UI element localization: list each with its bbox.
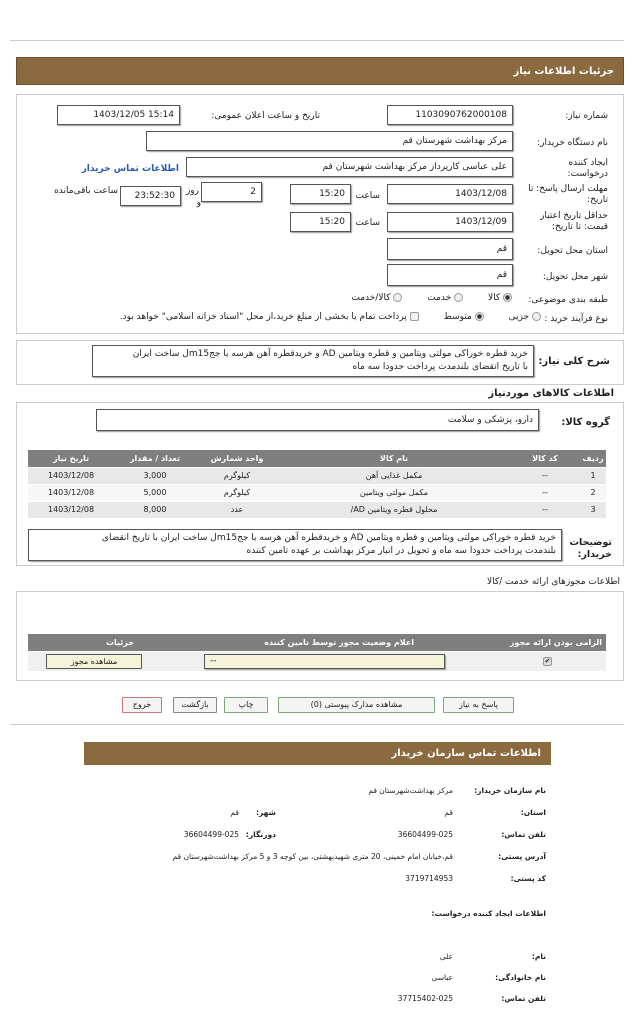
cell-unit: کیلوگرم bbox=[196, 467, 278, 484]
process-minor-label: جزیی bbox=[508, 312, 530, 322]
and-label: و bbox=[196, 198, 201, 208]
announce-label: تاریخ و ساعت اعلان عمومی: bbox=[211, 111, 320, 121]
creator-last-name-value: عباسی bbox=[431, 973, 453, 982]
creator-first-name-label: نام: bbox=[531, 952, 546, 961]
category-options bbox=[351, 293, 512, 303]
payment-note: پرداخت تمام یا بخشی از مبلغ خرید،از محل "اسناد خزانه اسلامی" خواهد بود. bbox=[119, 312, 407, 322]
creator-phone-label: تلفن تماس: bbox=[501, 994, 546, 1003]
cell-qty: 3,000 bbox=[114, 467, 196, 484]
cell-date: 1403/12/08 bbox=[28, 501, 114, 518]
buyer-contact-link[interactable]: اطلاعات تماس خریدار bbox=[81, 164, 179, 174]
print-button[interactable]: چاپ bbox=[224, 697, 268, 713]
cell-name: محلول قطره ویتامین AD/ bbox=[278, 501, 510, 518]
summary-label: شرح کلی نیاز: bbox=[538, 356, 610, 367]
cell-row: 3 bbox=[580, 501, 606, 518]
contact-city-label: شهر: bbox=[256, 808, 276, 817]
cell-unit: کیلوگرم bbox=[196, 484, 278, 501]
province-field: قم bbox=[387, 238, 513, 260]
category-label: طبقه بندی موضوعی: bbox=[528, 295, 608, 305]
cell-code: -- bbox=[510, 501, 580, 518]
process-medium-radio[interactable] bbox=[475, 312, 484, 321]
cell-code: -- bbox=[510, 484, 580, 501]
summary-line1: خرید قطره خوراکی مولتی ویتامین و قطره ویتامین AD و خریدقطره آهن هرسه با ججm15ل ساخت ایران bbox=[132, 349, 528, 359]
days-field: 2 bbox=[201, 182, 262, 202]
col-name: نام کالا bbox=[278, 450, 510, 467]
col-unit: واحد شمارش bbox=[196, 450, 278, 467]
need-number-field: 1103090762000108 bbox=[387, 105, 513, 125]
exit-button[interactable]: خروج bbox=[122, 697, 162, 713]
cell-date: 1403/12/08 bbox=[28, 484, 114, 501]
contact-fax-value: 36604499-025 bbox=[183, 830, 239, 839]
page-title: جزئیات اطلاعات نیاز bbox=[513, 66, 614, 77]
permit-status-field[interactable]: -- bbox=[204, 654, 445, 669]
cell-code: -- bbox=[510, 467, 580, 484]
creator-last-name-label: نام خانوادگی: bbox=[495, 973, 546, 982]
table-row bbox=[28, 484, 606, 501]
creator-label: ایجاد کننده درخواست: bbox=[567, 158, 608, 179]
attachments-button[interactable]: مشاهده مدارک پیوستی (0) bbox=[278, 697, 435, 713]
cell-name: مکمل غذایی آهن bbox=[278, 467, 510, 484]
validity-date-field: 1403/12/09 bbox=[387, 212, 513, 232]
col-date: تاریخ نیاز bbox=[28, 450, 114, 467]
cell-unit: عدد bbox=[196, 501, 278, 518]
city-field: قم bbox=[387, 264, 513, 286]
need-number-label: شماره نیاز: bbox=[565, 111, 608, 121]
category-goods-label: کالا bbox=[487, 293, 501, 303]
cell-row: 2 bbox=[580, 484, 606, 501]
category-goods-radio[interactable] bbox=[503, 293, 512, 302]
validity-label: حداقل تاریخ اعتبار قیمت: تا تاریخ: bbox=[540, 211, 608, 232]
col-row: ردیف bbox=[580, 450, 606, 467]
permits-col-status: اعلام وضعیت مجوز توسط تامین کننده bbox=[264, 638, 414, 647]
contact-org-label: نام سازمان خریدار: bbox=[474, 786, 546, 795]
table-row bbox=[28, 501, 606, 518]
permit-required-checkbox: ✔ bbox=[544, 657, 551, 665]
cell-date: 1403/12/08 bbox=[28, 467, 114, 484]
buyer-notes-field bbox=[28, 529, 562, 561]
goods-group-field: دارو، پزشکی و سلامت bbox=[96, 409, 539, 431]
contact-fax-label: دورنگار: bbox=[245, 830, 276, 839]
top-divider bbox=[10, 40, 624, 41]
contact-phone-value: 36604499-025 bbox=[397, 830, 453, 839]
process-medium-label: متوسط bbox=[443, 312, 472, 322]
creator-phone-value: 37715402-025 bbox=[397, 994, 453, 1003]
deadline-time-field: 15:20 bbox=[290, 184, 351, 204]
remaining-label: ساعت باقی‌مانده bbox=[54, 186, 118, 196]
creator-first-name-value: علی bbox=[439, 952, 453, 961]
summary-field bbox=[92, 345, 534, 377]
view-permit-button[interactable]: مشاهده مجوز bbox=[46, 654, 142, 669]
contact-address-label: آدرس پستی: bbox=[498, 852, 546, 861]
creator-field: علی عباسی کارپرداز مرکز بهداشت شهرستان قم bbox=[186, 157, 513, 177]
col-qty: تعداد / مقدار bbox=[114, 450, 196, 467]
contact-title: اطلاعات تماس سازمان خریدار bbox=[391, 748, 541, 759]
reply-button[interactable]: پاسخ به نیاز bbox=[443, 697, 514, 713]
category-both-label: کالا/خدمت bbox=[351, 293, 391, 303]
cell-name: مکمل مولتی ویتامین bbox=[278, 484, 510, 501]
buyer-notes-label: توضیحات خریدار: bbox=[569, 537, 612, 560]
announce-field: 1403/12/05 15:14 bbox=[57, 105, 180, 125]
permits-col-required: الزامی بودن ارائه مجوز bbox=[509, 638, 602, 647]
buyer-org-field: مرکز بهداشت شهرستان قم bbox=[146, 131, 513, 151]
contact-postal-value: 3719714953 bbox=[405, 874, 453, 883]
days-label: روز bbox=[185, 186, 199, 196]
cell-qty: 8,000 bbox=[114, 501, 196, 518]
buyer-notes-line2: بلندمدت پرداخت حدودا سه ماه و تحویل در انبار مرکز بهداشت بر عهده تامین کننده bbox=[246, 546, 556, 556]
table-row bbox=[28, 467, 606, 484]
deadline-date-field: 1403/12/08 bbox=[387, 184, 513, 204]
summary-line2: با تاریخ انقضای بلندمدت پرداخت حدودا سه ماه bbox=[352, 362, 528, 372]
category-service-radio[interactable] bbox=[454, 293, 463, 302]
validity-time-label: ساعت bbox=[355, 218, 380, 228]
goods-group-label: گروه کالا: bbox=[561, 417, 610, 428]
goods-table bbox=[28, 450, 606, 519]
contact-postal-label: کد پستی: bbox=[510, 874, 546, 883]
goods-section-title: اطلاعات کالاهای موردنیاز bbox=[488, 388, 614, 399]
contact-province-label: استان: bbox=[520, 808, 546, 817]
cell-row: 1 bbox=[580, 467, 606, 484]
contact-phone-label: تلفن تماس: bbox=[501, 830, 546, 839]
back-button[interactable]: بازگشت bbox=[173, 697, 217, 713]
remaining-field: 23:52:30 bbox=[120, 186, 181, 206]
category-both-radio[interactable] bbox=[393, 293, 402, 302]
buyer-notes-line1: خرید قطره خوراکی مولتی ویتامین و قطره ویتامین AD و خریدقطره آهن هرسه با ججm15ل ساخت ایران با تاریخ انقضای bbox=[101, 533, 556, 543]
creator-info-title: اطلاعات ایجاد کننده درخواست: bbox=[431, 909, 546, 918]
goods-table-header bbox=[28, 450, 606, 467]
payment-checkbox[interactable] bbox=[410, 312, 419, 321]
category-service-label: خدمت bbox=[427, 293, 452, 303]
permits-title: اطلاعات مجوزهای ارائه خدمت /کالا bbox=[486, 577, 620, 587]
deadline-time-label: ساعت bbox=[355, 191, 380, 201]
contact-city-value: قم bbox=[230, 808, 239, 817]
contact-province-value: قم bbox=[444, 808, 453, 817]
process-minor-radio[interactable] bbox=[532, 312, 541, 321]
buyer-org-label: نام دستگاه خریدار: bbox=[537, 138, 608, 148]
process-options bbox=[120, 312, 541, 322]
city-label: شهر محل تحویل: bbox=[542, 272, 608, 282]
contact-address-value: قم،خیابان امام خمینی، 20 متری شهیدبهشتی، بین کوچه 3 و 5 مرکز بهداشت‌شهرستان قم bbox=[172, 852, 453, 861]
province-label: استان محل تحویل: bbox=[537, 246, 608, 256]
process-label: نوع فرآیند خرید : bbox=[544, 314, 608, 324]
contact-org-value: مرکز بهداشت‌شهرستان قم bbox=[368, 786, 453, 795]
col-code: کد کالا bbox=[510, 450, 580, 467]
validity-time-field: 15:20 bbox=[290, 212, 351, 232]
permits-col-details: جزئیات bbox=[105, 638, 134, 647]
cell-qty: 5,000 bbox=[114, 484, 196, 501]
deadline-label: مهلت ارسال پاسخ: تا تاریخ: bbox=[528, 184, 608, 205]
section-divider bbox=[10, 724, 624, 725]
